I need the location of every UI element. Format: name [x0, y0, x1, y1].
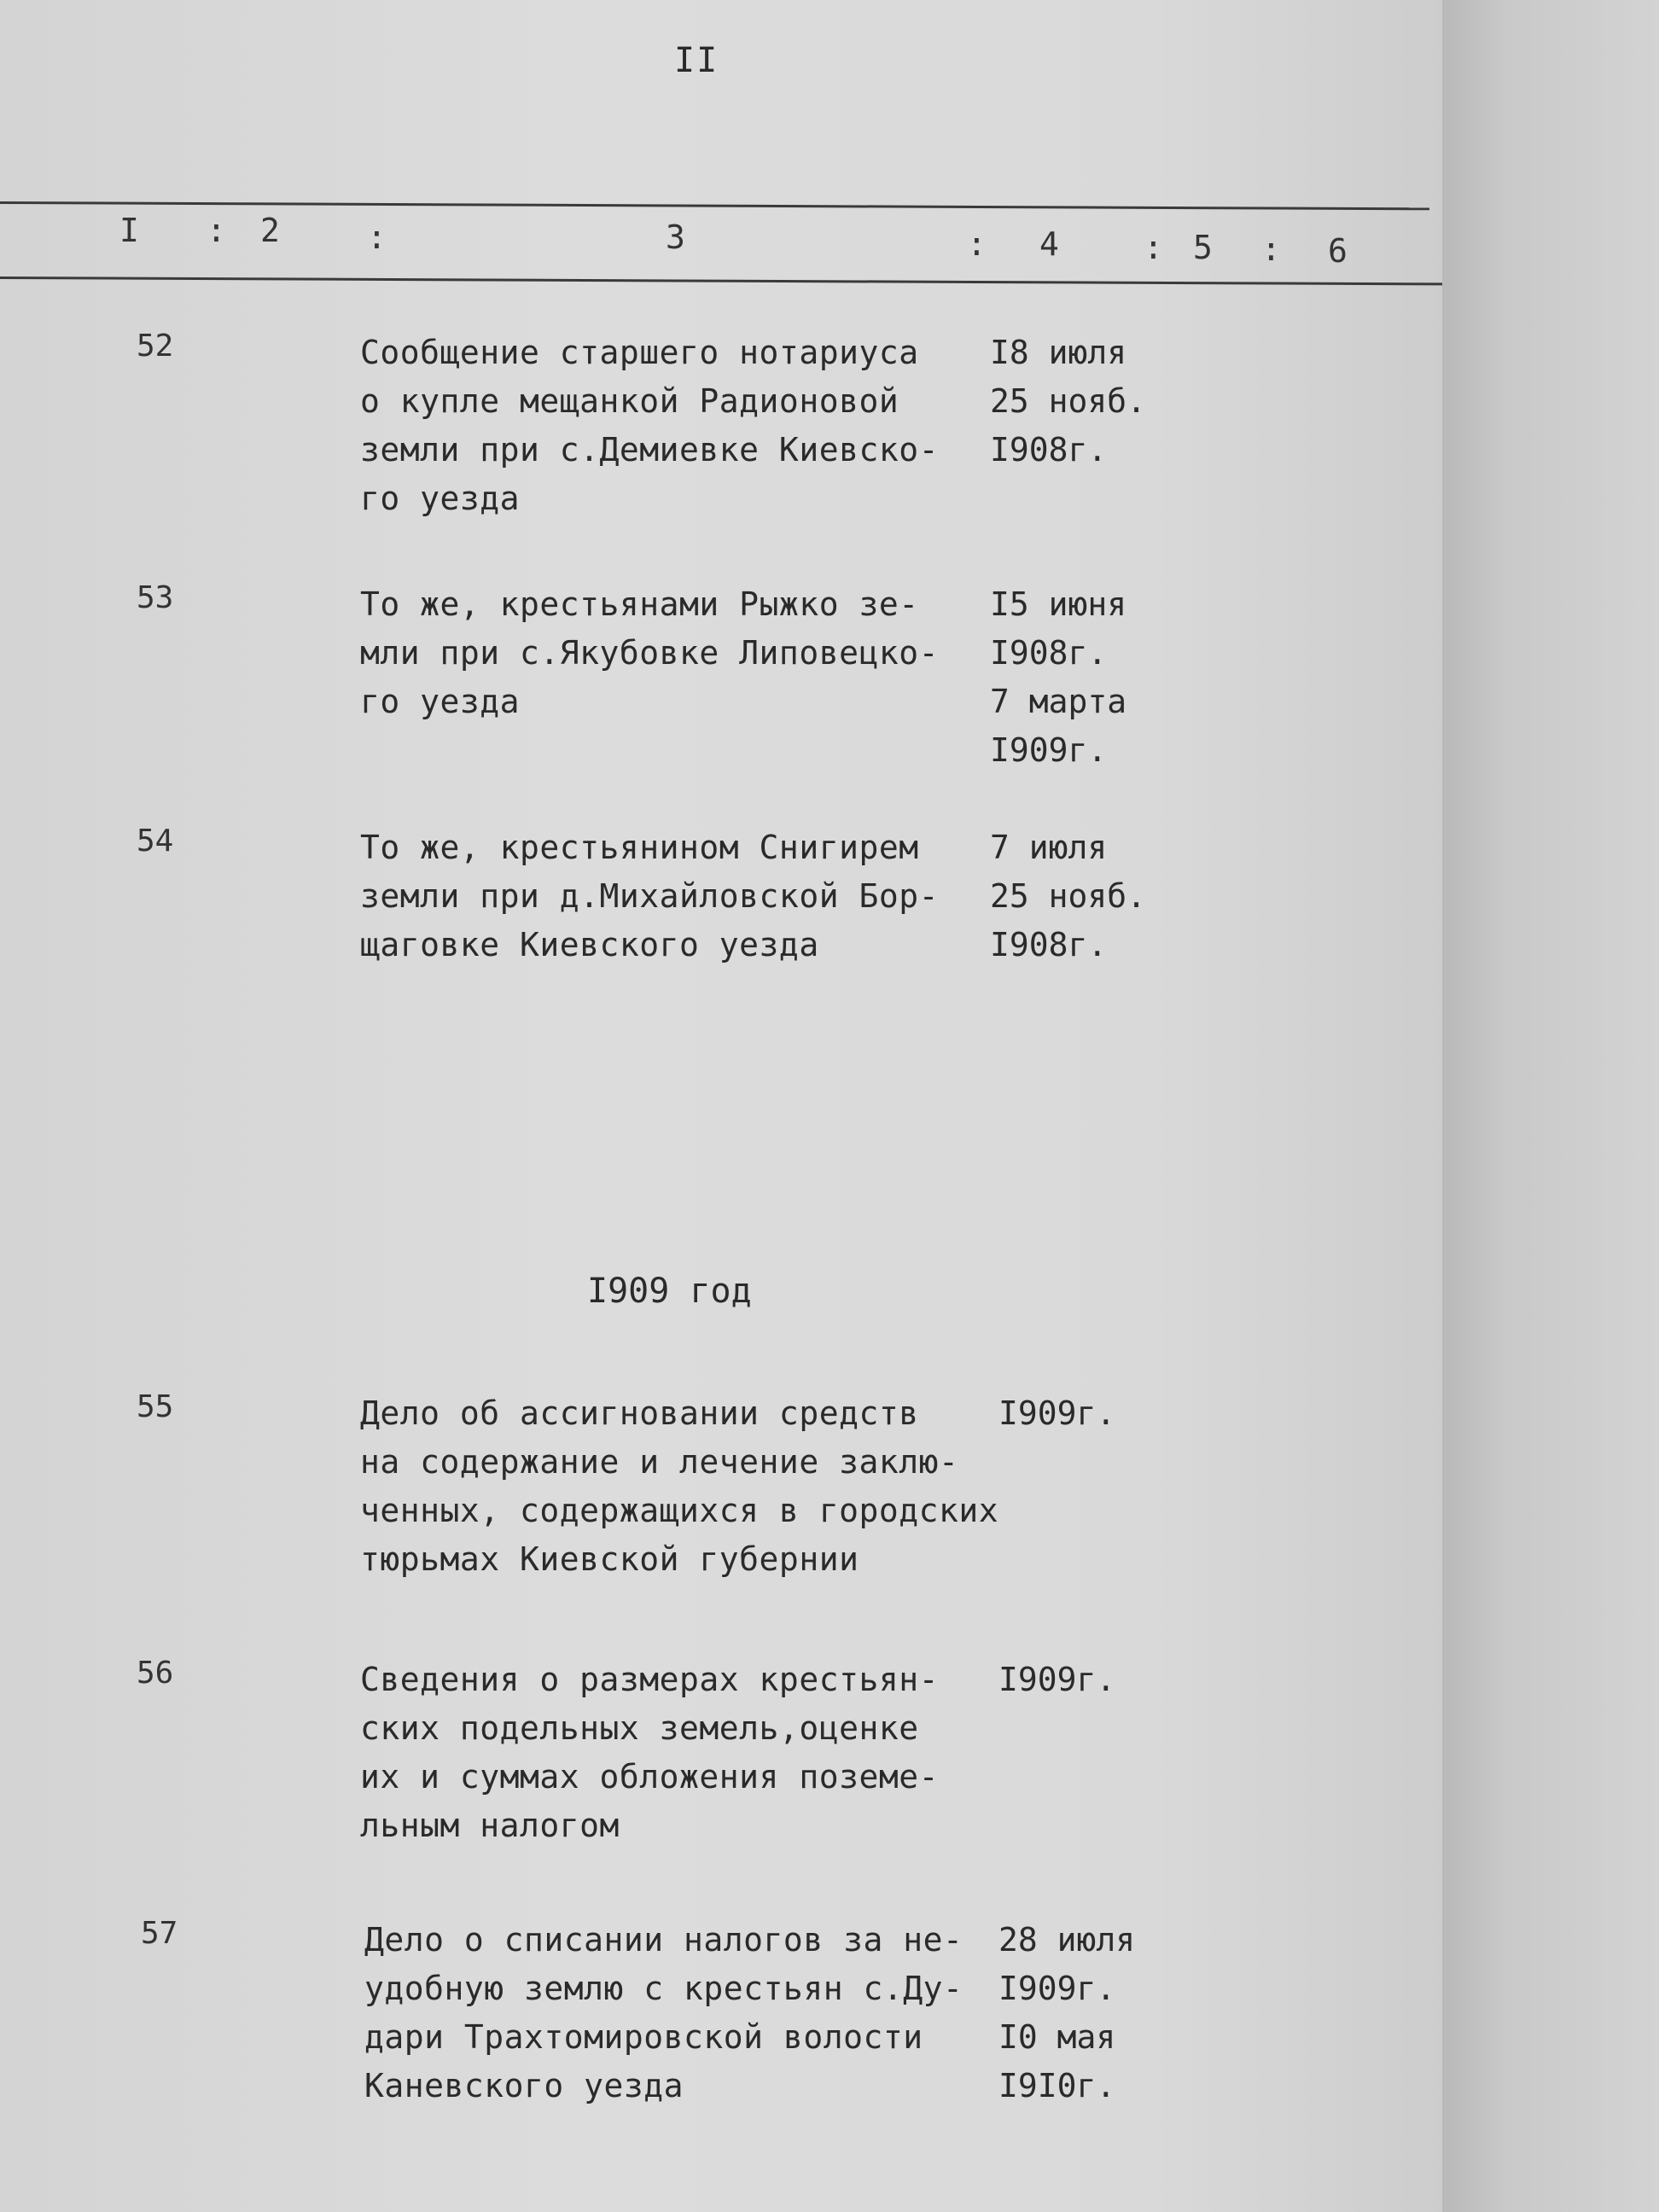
entry-dates: 7 июля 25 нояб. I908г. [990, 829, 1147, 963]
entry-number: 56 [137, 1656, 174, 1691]
column-header-1: I [119, 212, 139, 249]
entry-description: Дело об ассигновании средств на содержание и лечение заклю- ченных, содержащихся в городских тюрьмах Киевской губернии [360, 1394, 999, 1578]
column-separator: : [1261, 230, 1281, 268]
entry-description: То же, крестьянином Снигирем земли при д.Михайловской Бор- щаговке Киевского уезда [360, 829, 939, 963]
entry-description: То же, крестьянами Рыжко зе- мли при с.Якубовке Липовецко- го уезда [360, 585, 939, 720]
column-header-2: 2 [260, 212, 280, 249]
entry-number: 55 [137, 1389, 174, 1424]
entry-description: Дело о списании налогов за не- удобную землю с крестьян с.Ду- дари Трахтомировской волости Каневского уезда [364, 1921, 963, 2104]
column-separator: : [207, 212, 226, 249]
column-header-6: 6 [1328, 232, 1348, 270]
entry-description: Сообщение старшего нотариуса о купле мещанкой Радионовой земли при с.Демиевке Киевско- го уезда [360, 334, 939, 517]
column-separator: : [967, 225, 987, 263]
entry-number: 57 [141, 1916, 178, 1951]
entry-number: 53 [137, 580, 174, 615]
entry-dates: I909г. [998, 1661, 1116, 1698]
column-header-4: 4 [1039, 225, 1059, 263]
entry-number: 52 [137, 329, 174, 364]
column-header-3: 3 [666, 218, 685, 256]
column-header-5: 5 [1193, 229, 1213, 266]
entry-number: 54 [137, 824, 174, 859]
column-separator: : [367, 218, 387, 256]
entry-dates: I5 июня I908г. 7 марта I909г. [990, 585, 1127, 769]
year-heading: I909 год [587, 1272, 752, 1311]
entry-description: Сведения о размерах крестьян- ских подельных земель,оценке их и суммах обложения поземе- льным налогом [360, 1661, 939, 1844]
entry-dates: 28 июля I909г. I0 мая I9I0г. [998, 1921, 1136, 2104]
underlying-page-edge [1442, 0, 1659, 2212]
entry-dates: I909г. [998, 1394, 1116, 1432]
page-number: II [674, 41, 719, 80]
entry-dates: I8 июля 25 нояб. I908г. [990, 334, 1147, 469]
column-separator: : [1144, 229, 1163, 266]
